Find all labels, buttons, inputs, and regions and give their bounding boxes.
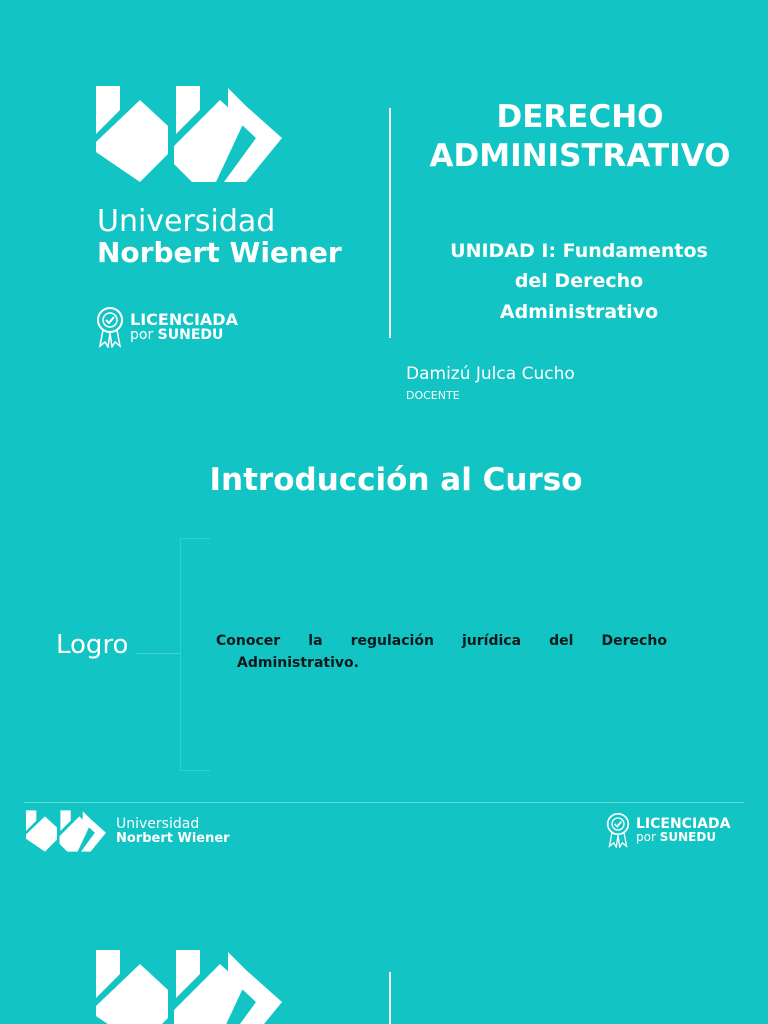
university-name-line2: Norbert Wiener <box>97 235 342 269</box>
logro-word: Derecho <box>601 633 667 649</box>
accreditation-line2 <box>130 328 238 342</box>
logro-word: regulación <box>350 633 434 649</box>
university-logo-icon <box>96 950 282 1024</box>
footer-university-line1: Universidad <box>116 816 200 832</box>
teacher-role: DOCENTE <box>406 389 460 402</box>
footer-university-line2: Norbert Wiener <box>116 830 230 846</box>
footer-university-name <box>116 817 230 845</box>
unit-title <box>420 236 738 327</box>
logro-label: Logro <box>56 630 129 660</box>
intro-slide <box>0 440 768 940</box>
tree-bracket-vertical <box>180 538 181 770</box>
accreditation-org: SUNEDU <box>157 327 224 343</box>
teacher-name: Damizú Julca Cucho <box>406 364 575 384</box>
footer-accreditation-line2 <box>636 831 730 843</box>
title-divider <box>389 972 391 1024</box>
university-logo-icon <box>96 86 282 182</box>
tree-bracket-top <box>180 538 210 539</box>
logro-text-line2: Administrativo. <box>237 655 359 672</box>
course-title-line1: DERECHO <box>496 99 664 135</box>
university-name-line1: Universidad <box>97 204 276 239</box>
university-logo-icon <box>26 810 106 852</box>
university-name <box>97 206 342 267</box>
intro-title: Introducción al Curso <box>209 462 583 498</box>
accreditation-line1: LICENCIADA <box>130 310 238 329</box>
tree-bracket-bottom <box>180 770 210 771</box>
logro-text <box>216 630 667 675</box>
accreditation-badge <box>96 306 238 348</box>
logro-word: del <box>549 633 574 649</box>
footer-divider <box>24 802 744 803</box>
title-slide <box>0 0 768 440</box>
unit-title-line1: UNIDAD I: Fundamentos <box>450 240 708 262</box>
logro-connector <box>136 653 180 654</box>
unit-title-line3: Administrativo <box>499 300 659 323</box>
footer-accreditation-badge <box>606 812 730 848</box>
logro-word: jurídica <box>462 633 522 649</box>
unit-title-line2: del Derecho <box>514 270 644 293</box>
next-slide-partial <box>0 940 768 1024</box>
course-title-line2: ADMINISTRATIVO <box>429 138 731 175</box>
course-title <box>400 98 760 176</box>
footer-accreditation-line1: LICENCIADA <box>636 816 731 832</box>
footer-accreditation-org: SUNEDU <box>659 830 717 844</box>
title-divider <box>389 108 391 338</box>
footer-accreditation-prefix: por <box>636 830 656 844</box>
logro-word: Conocer <box>216 633 281 649</box>
accreditation-prefix: por <box>130 327 154 343</box>
logro-text-line1 <box>216 630 667 652</box>
rosette-badge-icon <box>606 812 630 848</box>
logro-word: la <box>308 633 323 649</box>
rosette-badge-icon <box>96 306 124 348</box>
